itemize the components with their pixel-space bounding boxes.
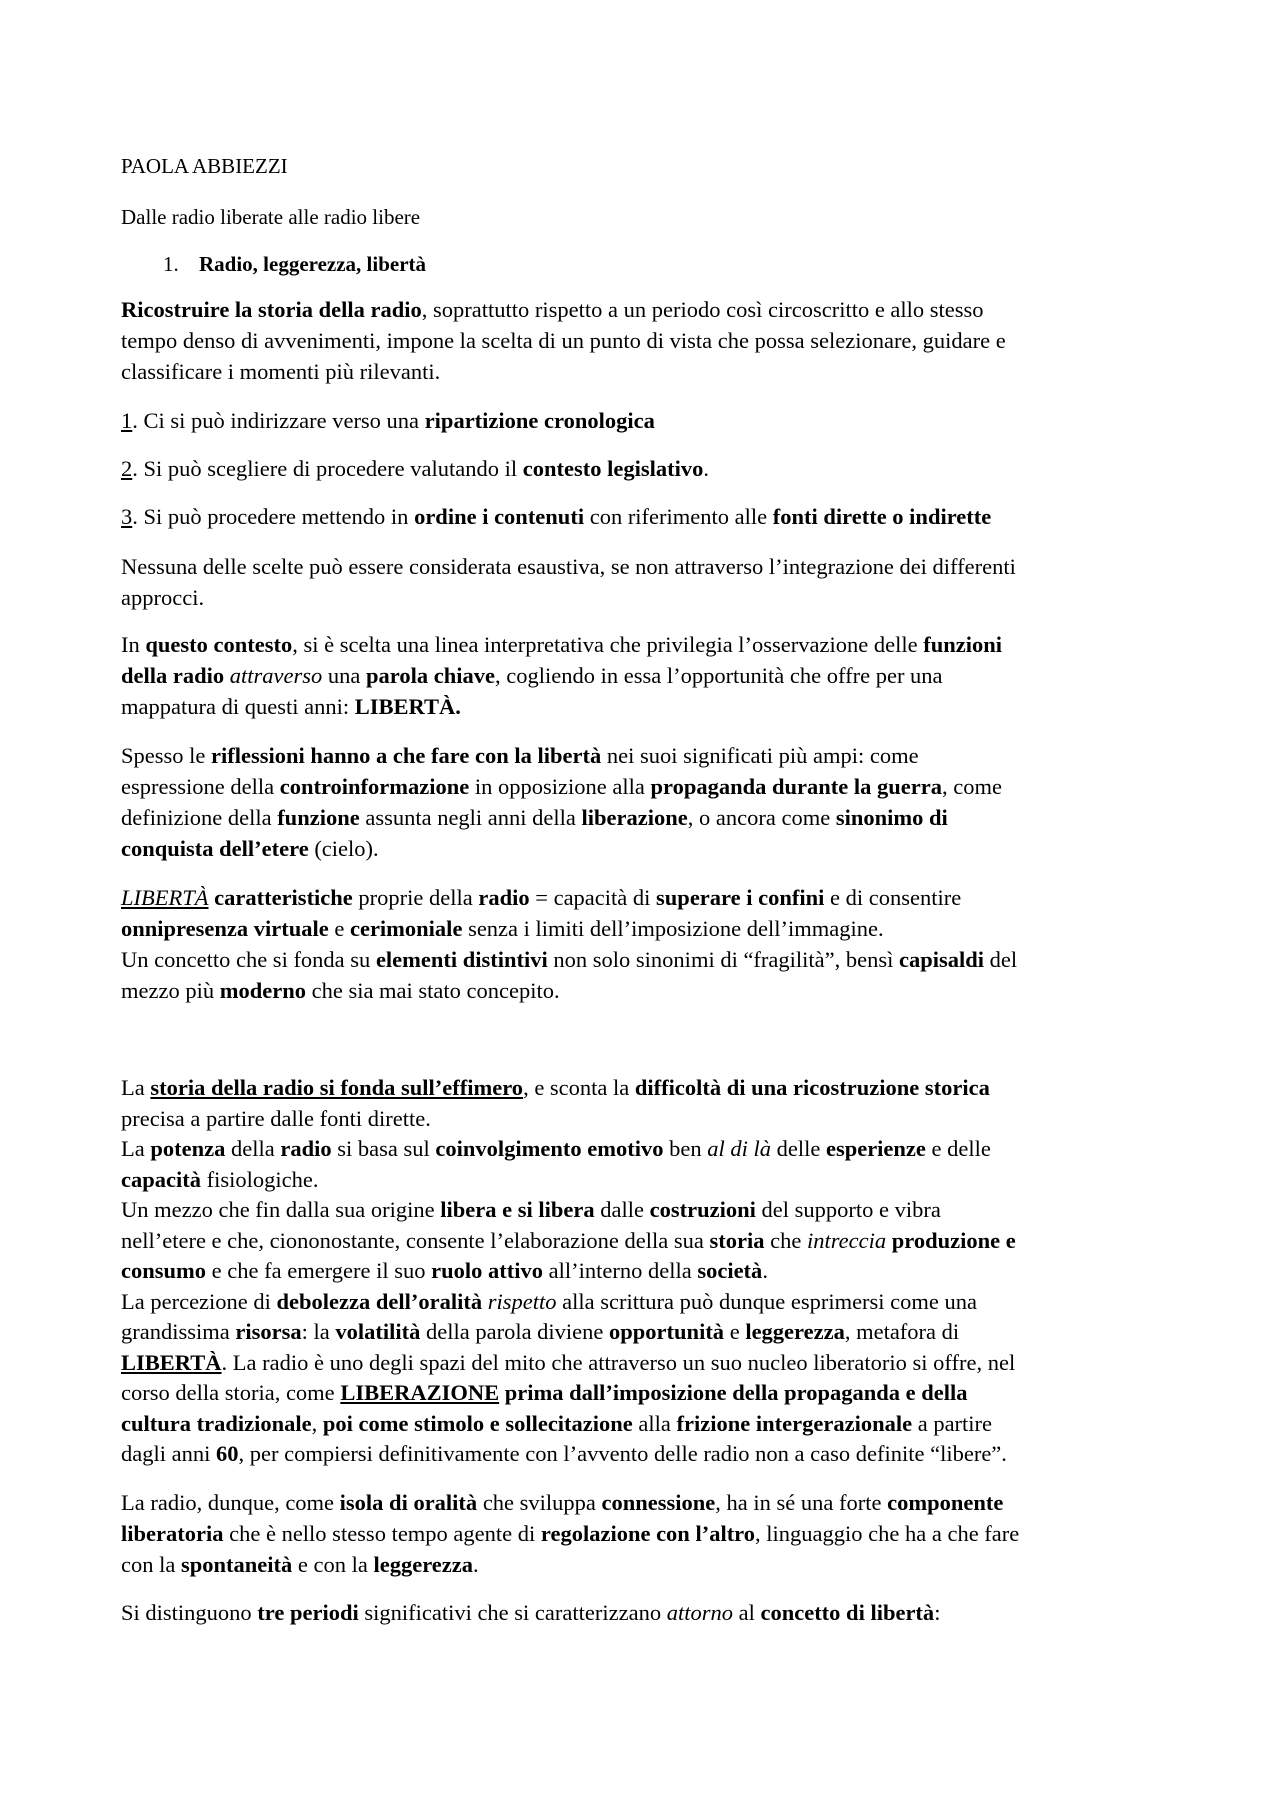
text-line: La percezione di debolezza dell’oralità rispetto alla scrittura può dunque esprimersi come una <box>121 1288 978 1314</box>
text-line: corso della storia, come LIBERAZIONE prima dall’imposizione della propaganda e della <box>121 1380 968 1405</box>
paragraph-reflections <box>121 740 1161 864</box>
text-line: cultura tradizionale, poi come stimolo e sollecitazione alla frizione intergerazionale a partire <box>121 1410 993 1436</box>
section-title: Radio, leggerezza, libertà <box>199 252 427 276</box>
list-approaches <box>121 405 1161 532</box>
paragraph-liberty-traits <box>121 882 1161 1006</box>
text-line: nell’etere e che, ciononostante, consente l’elaborazione della sua storia che intreccia produzione e <box>121 1227 1016 1253</box>
text-line: Nessuna delle scelte può essere considerata esaustiva, se non attraverso l’integrazione dei differenti <box>121 554 1016 579</box>
text-line: della radio attraverso una parola chiave, cogliendo in essa l’opportunità che offre per una <box>121 663 943 688</box>
text-line: Un concetto che si fonda su elementi distintivi non solo sinonimi di “fragilità”, bensì capisaldi del <box>121 947 1018 972</box>
paragraph-integration <box>121 551 1161 613</box>
section-number: 1. <box>163 252 179 276</box>
text-line: grandissima risorsa: la volatilità della parola diviene opportunità e leggerezza, metafora di <box>121 1319 960 1344</box>
text-line: consumo e che fa emergere il suo ruolo attivo all’interno della società. <box>121 1258 768 1283</box>
text-line: classificare i momenti più rilevanti. <box>121 359 441 384</box>
text-line: dagli anni 60, per compiersi definitivamente con l’avvento delle radio non a caso definite “libere”. <box>121 1441 1007 1466</box>
text-line: capacità fisiologiche. <box>121 1166 319 1192</box>
text-line: mezzo più moderno che sia mai stato concepito. <box>121 978 560 1003</box>
text-line: precisa a partire dalle fonti dirette. <box>121 1105 431 1131</box>
text-line: La radio, dunque, come isola di oralità che sviluppa connessione, ha in sé una forte componente <box>121 1490 1004 1515</box>
text-line: tempo denso di avvenimenti, impone la scelta di un punto di vista che possa selezionare, guidare e <box>121 328 1006 353</box>
text-line: 2. Si può scegliere di procedere valutando il contesto legislativo. <box>121 456 709 481</box>
text-line: definizione della funzione assunta negli anni della liberazione, o ancora come sinonimo di <box>121 805 948 830</box>
text-line: approcci. <box>121 585 205 610</box>
text-line: espressione della controinformazione in opposizione alla propaganda durante la guerra, come <box>121 774 1002 799</box>
paragraph-context <box>121 629 1161 722</box>
paragraph-orality-island <box>121 1487 1161 1580</box>
text-line: 1. Ci si può indirizzare verso una ripartizione cronologica <box>121 408 655 433</box>
paragraph-intro <box>121 294 1161 387</box>
text-line: Ricostruire la storia della radio, soprattutto rispetto a un periodo così circoscritto e allo stesso <box>121 297 984 322</box>
text-line: La potenza della radio si basa sul coinvolgimento emotivo ben al di là delle esperienze e delle <box>121 1136 991 1161</box>
text-line: liberatoria che è nello stesso tempo agente di regolazione con l’altro, linguaggio che ha a che fare <box>121 1521 1020 1546</box>
document-subtitle: Dalle radio liberate alle radio libere <box>121 205 421 229</box>
text-line: conquista dell’etere (cielo). <box>121 836 379 861</box>
text-line: LIBERTÀ caratteristiche proprie della radio = capacità di superare i confini e di consentire <box>121 885 962 910</box>
paragraph-three-periods <box>121 1597 1161 1628</box>
text-line: Un mezzo che fin dalla sua origine libera e si libera dalle costruzioni del supporto e vibra <box>121 1197 941 1222</box>
text-line: Spesso le riflessioni hanno a che fare con la libertà nei suoi significati più ampi: come <box>121 743 919 768</box>
text-line: Si distinguono tre periodi significativi che si caratterizzano attorno al concetto di libertà: <box>121 1600 941 1625</box>
section-heading <box>163 250 426 278</box>
text-line: LIBERTÀ. La radio è uno degli spazi del mito che attraverso un suo nucleo liberatorio si offre, nel <box>121 1349 1016 1375</box>
text-line: La storia della radio si fonda sull’effimero, e sconta la difficoltà di una ricostruzione storica <box>121 1075 990 1100</box>
text-line: con la spontaneità e con la leggerezza. <box>121 1552 479 1577</box>
text-line: 3. Si può procedere mettendo in ordine i contenuti con riferimento alle fonti dirette o indirette <box>121 504 992 529</box>
text-line: mappatura di questi anni: LIBERTÀ. <box>121 694 461 719</box>
author-name: PAOLA ABBIEZZI <box>121 154 288 178</box>
text-line: In questo contesto, si è scelta una linea interpretativa che privilegia l’osservazione delle funzioni <box>121 632 1003 657</box>
text-line: onnipresenza virtuale e cerimoniale senza i limiti dell’imposizione dell’immagine. <box>121 916 884 941</box>
paragraph-history <box>121 1072 1161 1469</box>
